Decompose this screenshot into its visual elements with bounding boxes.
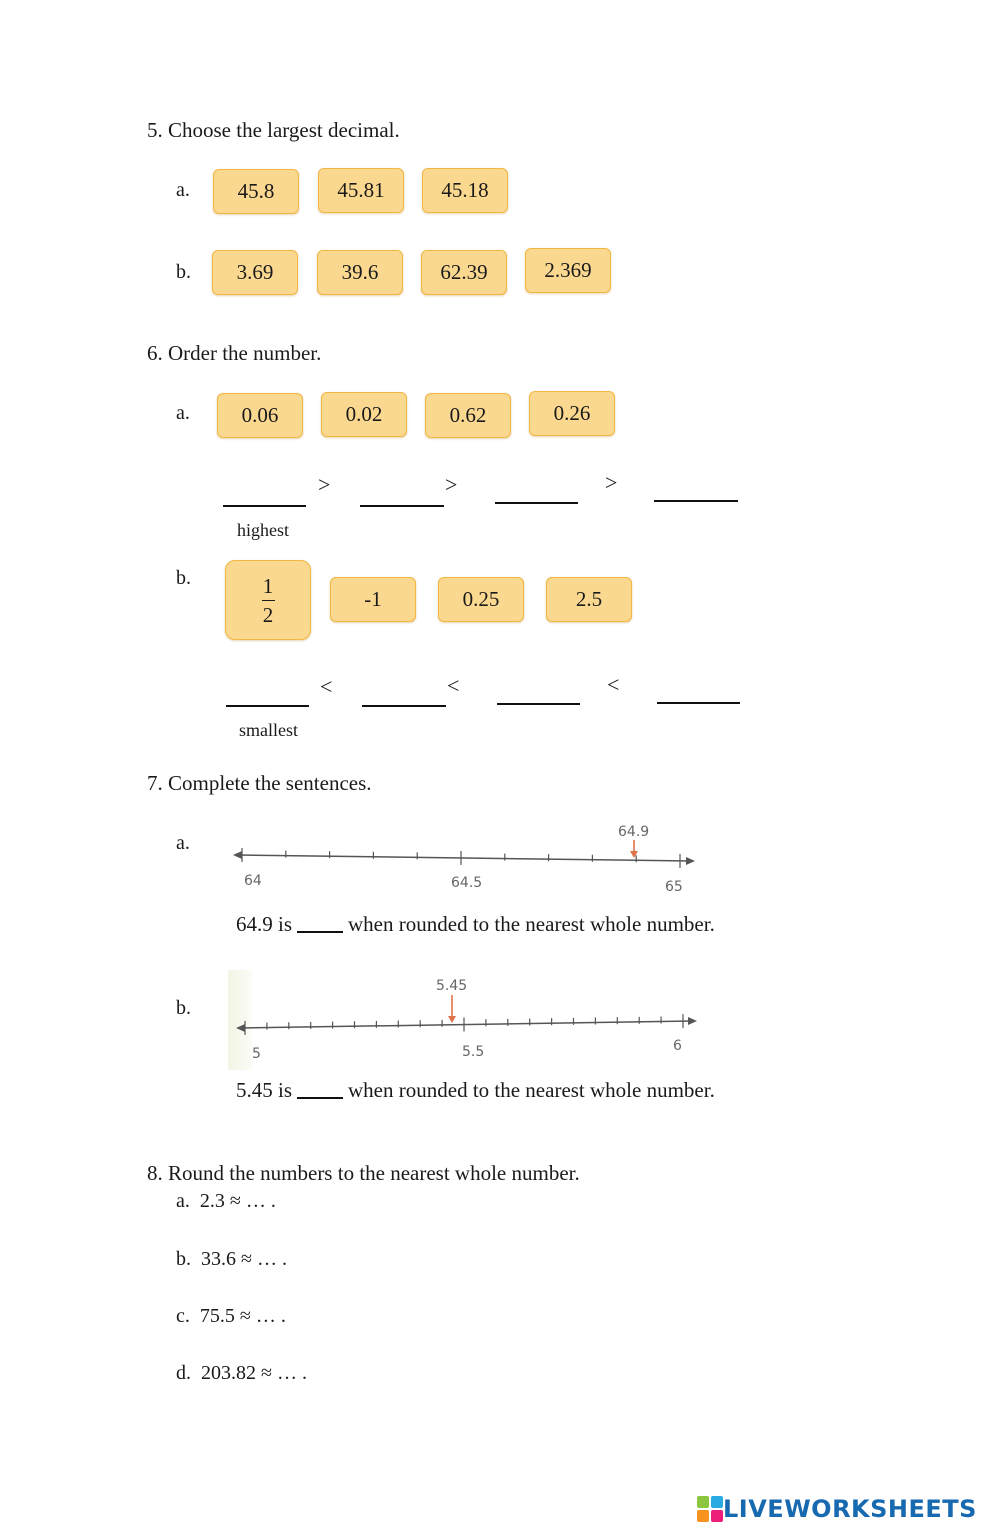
q7a-sentence [236,912,715,937]
q6a-blank-4[interactable] [654,500,738,502]
q6b-blank-1[interactable] [226,705,309,707]
number-line-end-label: 6 [673,1038,682,1054]
marker-label: 64.9 [618,824,650,840]
q8-item-expr[interactable]: 75.5 ≈ … . [199,1305,286,1327]
number-line-axis [237,855,691,861]
q5b-label: b. [176,261,191,283]
left-arrow-icon [233,851,242,859]
marker-label: 5.45 [436,978,468,994]
number-line-mid-label: 64.5 [451,875,483,891]
q7b-sentence-post: when rounded to the nearest whole number. [348,1078,715,1102]
number-line-end-label: 65 [665,879,683,895]
q8-item-label: a. [176,1190,190,1212]
q8-title: 8. Round the numbers to the nearest whole number. [147,1161,580,1185]
q6b-option-2[interactable]: -1 [330,577,416,622]
q6b-symbol-3: < [607,672,620,697]
q6b-blank-3[interactable] [497,703,580,705]
q6b-caption: smallest [239,720,298,740]
q5b-option-3[interactable]: 62.39 [421,250,507,295]
q5a-option-3[interactable]: 45.18 [422,168,508,213]
right-arrow-icon [686,857,695,865]
q5b-option-1[interactable]: 3.69 [212,250,298,295]
q6a-option-4[interactable]: 0.26 [529,391,615,436]
q5b-option-4[interactable]: 2.369 [525,248,611,293]
q7b-number-line [228,970,708,1065]
q8-item-expr[interactable]: 33.6 ≈ … . [201,1248,287,1270]
q6a-blank-1[interactable] [223,505,306,507]
q5b-option-2[interactable]: 39.6 [317,250,403,295]
q6b-option-4[interactable]: 2.5 [546,577,632,622]
q8-item-label: d. [176,1362,191,1384]
q6-title: 6. Order the number. [147,341,322,365]
right-arrow-icon [688,1017,697,1025]
q6b-symbol-1: < [320,674,333,699]
q8-item-c [176,1305,286,1328]
q8-item-b [176,1248,287,1271]
liveworksheets-logo-icon [697,1496,723,1522]
logo-text: LIVEWORKSHEETS [723,1495,977,1523]
q7b-sentence-pre: 5.45 is [236,1078,293,1102]
q8-item-label: b. [176,1248,191,1270]
q6b-blank-4[interactable] [657,702,740,704]
q8-item-expr[interactable]: 2.3 ≈ … . [199,1190,276,1212]
q5a-option-2[interactable]: 45.81 [318,168,404,213]
q5a-label: a. [176,179,190,201]
q6a-caption: highest [237,520,289,540]
marker-arrowhead-icon [448,1016,456,1023]
q6a-blank-3[interactable] [495,502,578,504]
fraction-numerator: 1 [262,573,274,598]
liveworksheets-logo[interactable] [697,1494,977,1524]
q6b-label: b. [176,567,191,589]
q6a-option-3[interactable]: 0.62 [425,393,511,438]
q7b-sentence [236,1078,715,1103]
number-line-mid-label: 5.5 [462,1044,485,1060]
q7b-label: b. [176,997,191,1019]
q8-item-a [176,1190,276,1213]
q8-item-expr[interactable]: 203.82 ≈ … . [201,1362,307,1384]
q6b-blank-2[interactable] [362,705,446,707]
fraction-denominator: 2 [262,602,274,627]
q6b-symbol-2: < [447,673,460,698]
q5-title: 5. Choose the largest decimal. [147,118,400,142]
q5a-option-1[interactable]: 45.8 [213,169,299,214]
q6a-option-2[interactable]: 0.02 [321,392,407,437]
q8-item-d [176,1362,307,1385]
q7b-answer-blank[interactable] [297,1097,343,1099]
q6a-symbol-1: > [318,472,331,497]
q6a-label: a. [176,402,190,424]
q7a-sentence-pre: 64.9 is [236,912,293,936]
q6b-option-fraction[interactable] [225,560,311,640]
q8-item-label: c. [176,1305,190,1327]
q6a-symbol-2: > [445,472,458,497]
q7a-label: a. [176,832,190,854]
q7-title: 7. Complete the sentences. [147,771,372,795]
number-line-start-label: 64 [244,873,262,889]
q7a-answer-blank[interactable] [297,931,343,933]
q6a-symbol-3: > [605,470,618,495]
number-line-axis [240,1021,693,1028]
fraction-bar [262,600,275,601]
q6a-blank-2[interactable] [360,505,444,507]
q7a-number-line [225,815,705,900]
number-line-start-label: 5 [252,1046,261,1062]
q6a-option-1[interactable]: 0.06 [217,393,303,438]
q7a-sentence-post: when rounded to the nearest whole number. [348,912,715,936]
q6b-option-3[interactable]: 0.25 [438,577,524,622]
left-arrow-icon [236,1024,245,1032]
